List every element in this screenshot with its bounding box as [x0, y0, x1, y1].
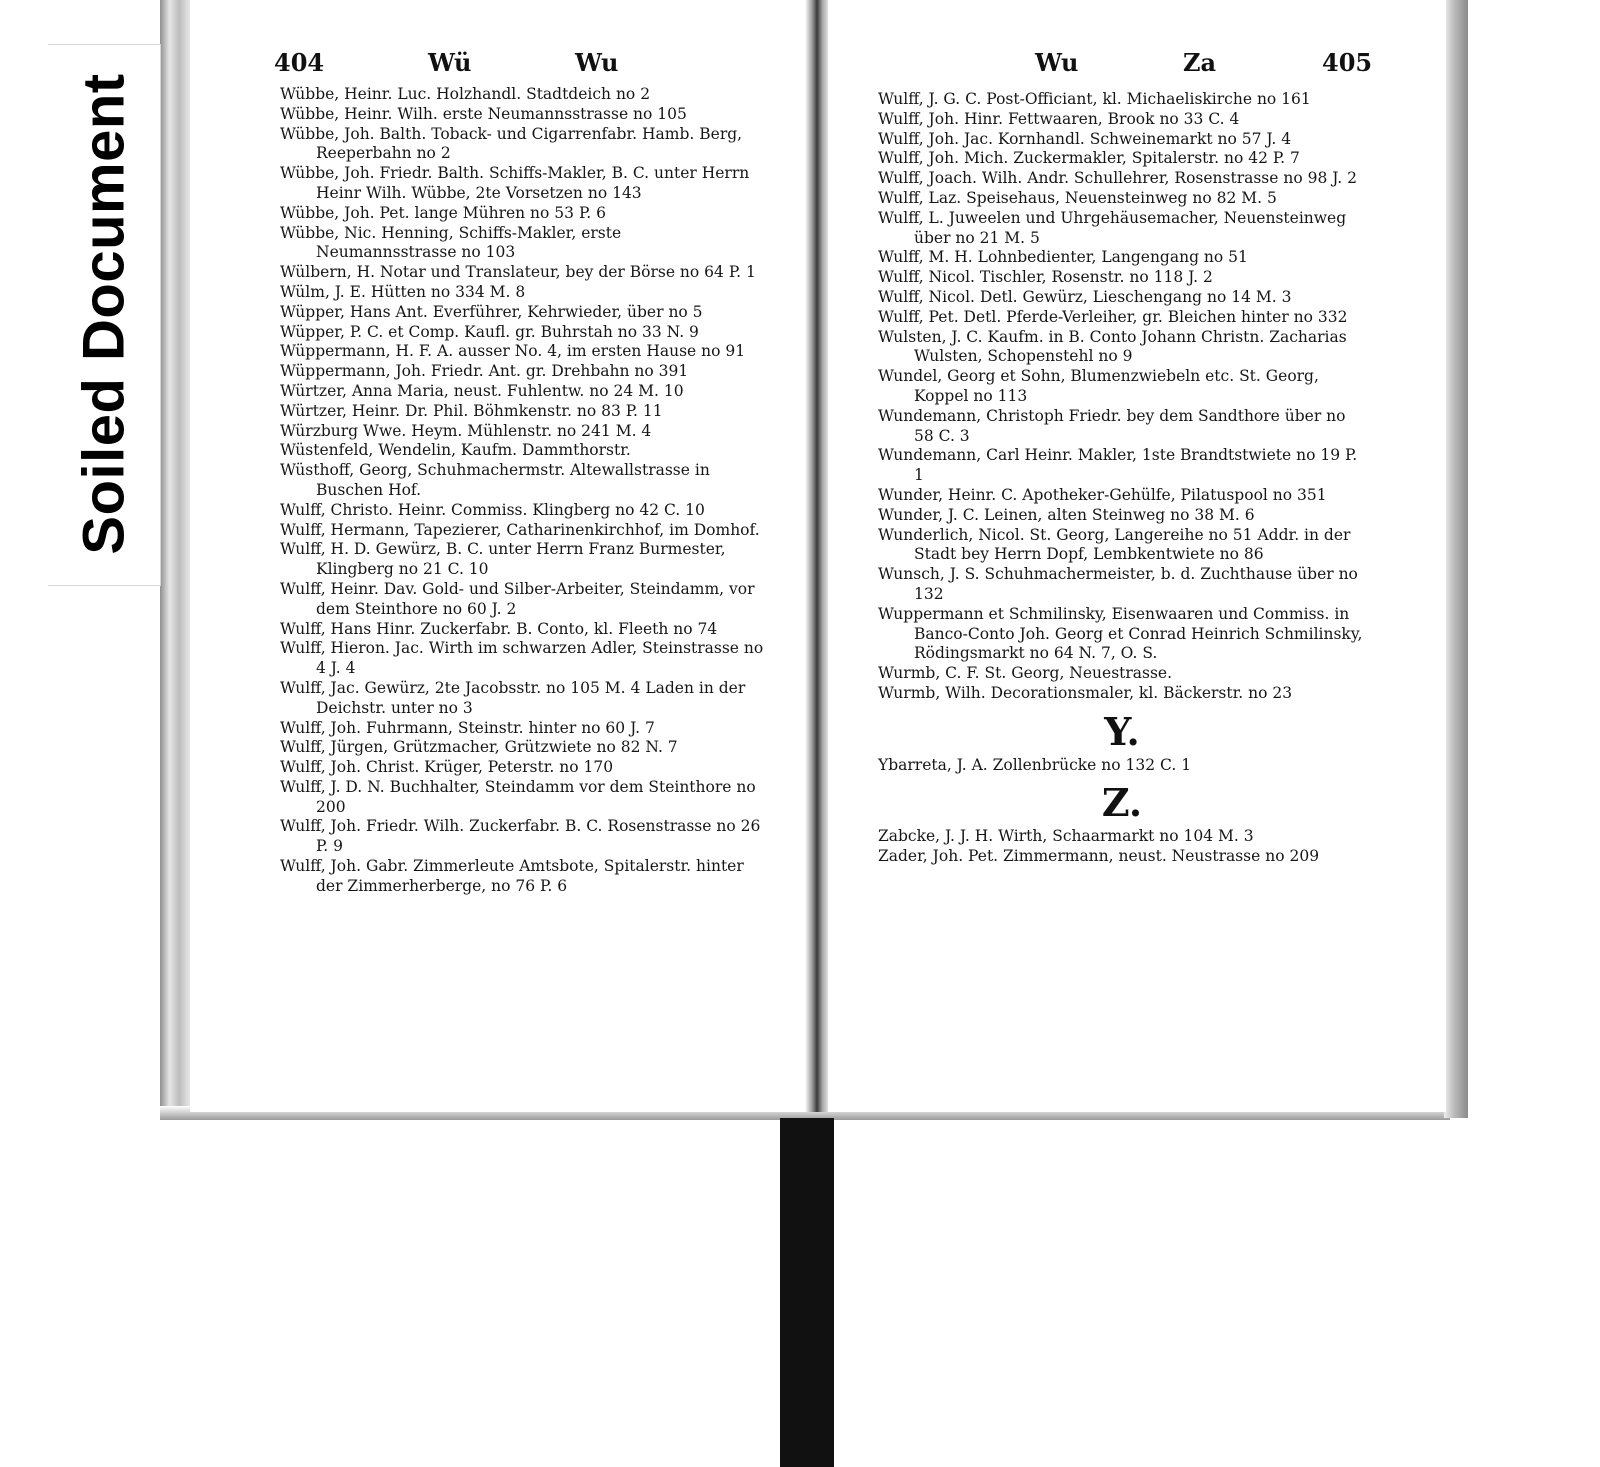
- directory-entry: Wüpper, P. C. et Comp. Kaufl. gr. Buhrstah no 33 N. 9: [280, 322, 699, 341]
- directory-entry: Wulff, Hans Hinr. Zuckerfabr. B. Conto, kl. Fleeth no 74: [280, 619, 718, 638]
- directory-entry: Wüppermann, H. F. A. ausser No. 4, im ersten Hause no 91: [280, 342, 746, 361]
- directory-entry: Zader, Joh. Pet. Zimmermann, neust. Neustrasse no 209: [878, 846, 1320, 865]
- directory-entry: Wundemann, Carl Heinr. Makler, 1ste Brandtstwiete no 19 P. 1: [878, 446, 1358, 485]
- directory-entry: Wulff, Jürgen, Grützmacher, Grützwiete no 82 N. 7: [280, 738, 678, 757]
- bookmark-ribbon: [780, 1118, 834, 1467]
- directory-entry: Wulff, Hermann, Tapezierer, Catharinenkirchhof, im Domhof.: [280, 520, 760, 539]
- directory-entry: Wunder, Heinr. C. Apotheker-Gehülfe, Pilatuspool no 351: [878, 485, 1327, 504]
- directory-entry: Wurmb, C. F. St. Georg, Neuestrasse.: [878, 664, 1173, 683]
- section-letter-z: Z.: [1101, 780, 1143, 826]
- directory-entry: Wulff, Joh. Hinr. Fettwaaren, Brook no 33 C. 4: [878, 109, 1240, 128]
- directory-entry: Wunsch, J. S. Schuhmachermeister, b. d. Zuchthause über no 132: [878, 565, 1358, 603]
- right-page-stack-edge: [1444, 0, 1468, 1118]
- directory-entry: Wübbe, Heinr. Luc. Holzhandl. Stadtdeich no 2: [280, 85, 651, 103]
- directory-entry: Wurmb, Wilh. Decorationsmaler, kl. Bäckerstr. no 23: [878, 683, 1293, 702]
- directory-entry: Würzburg Wwe. Heym. Mühlenstr. no 241 M. 4: [280, 421, 652, 440]
- right-entries: [878, 90, 1366, 867]
- directory-entry: Wulff, Hieron. Jac. Wirth im schwarzen Adler, Steinstrasse no 4 J. 4: [280, 639, 764, 678]
- directory-entry: Wüpper, Hans Ant. Everführer, Kehrwieder, über no 5: [280, 302, 703, 321]
- directory-entry: Wülbern, H. Notar und Translateur, bey der Börse no 64 P. 1: [280, 263, 756, 282]
- directory-entry: Wulff, Nicol. Detl. Gewürz, Lieschengang no 14 M. 3: [878, 287, 1292, 306]
- directory-entry: Wulff, Joh. Christ. Krüger, Peterstr. no 170: [280, 758, 614, 777]
- directory-entry: Wulff, Joh. Jac. Kornhandl. Schweinemarkt no 57 J. 4: [878, 129, 1292, 148]
- soiled-document-label: Soiled Document: [71, 73, 137, 555]
- left-page-stack-edge: [160, 0, 192, 1118]
- directory-entry: Wüppermann, Joh. Friedr. Ant. gr. Drehbahn no 391: [280, 362, 689, 381]
- directory-entry: Wülm, J. E. Hütten no 334 M. 8: [280, 282, 526, 301]
- directory-entry: Wulff, L. Juweelen und Uhrgehäusemacher, Neuensteinweg über no 21 M. 5: [878, 208, 1347, 247]
- left-running-head-first: Wü: [428, 48, 472, 77]
- right-page-number: 405: [1322, 48, 1373, 77]
- directory-entry: Wuppermann et Schmilinsky, Eisenwaaren und Commiss. in Banco-Conto Joh. Georg et Conrad Heinrich Schmilinsky, Rödingsmarkt no 64 N. 7, O. S.: [878, 604, 1363, 663]
- directory-entry: Ybarreta, J. A. Zollenbrücke no 132 C. 1: [878, 755, 1192, 774]
- directory-entry: Wulff, Nicol. Tischler, Rosenstr. no 118 J. 2: [878, 268, 1213, 287]
- directory-entry: Wulff, Joh. Gabr. Zimmerleute Amtsbote, Spitalerstr. hinter der Zimmerherberge, no 76 P. 6: [280, 857, 744, 895]
- left-page-number: 404: [274, 48, 325, 77]
- directory-entry: Wulsten, J. C. Kaufm. in B. Conto Johann Christn. Zacharias Wulsten, Schopenstehl no 9: [878, 327, 1347, 366]
- directory-entry: Wulff, Joh. Fuhrmann, Steinstr. hinter no 60 J. 7: [280, 718, 655, 737]
- directory-entry: Wundemann, Christoph Friedr. bey dem Sandthore über no 58 C. 3: [878, 406, 1346, 445]
- directory-entry: Wulff, Heinr. Dav. Gold- und Silber-Arbeiter, Steindamm, vor dem Steinthore no 60 J. 2: [280, 579, 755, 618]
- directory-entry: Würtzer, Heinr. Dr. Phil. Böhmkenstr. no 83 P. 11: [280, 401, 663, 420]
- directory-entry: Wulff, J. G. C. Post-Officiant, kl. Michaeliskirche no 161: [878, 90, 1311, 108]
- right-running-head-last: Za: [1183, 48, 1217, 77]
- directory-entry: Wulff, Laz. Speisehaus, Neuensteinweg no 82 M. 5: [878, 188, 1277, 207]
- directory-entry: Wulff, M. H. Lohnbedienter, Langengang no 51: [878, 248, 1248, 267]
- directory-entry: Wübbe, Joh. Balth. Toback- und Cigarrenfabr. Hamb. Berg, Reeperbahn no 2: [280, 124, 743, 163]
- left-entries: [280, 85, 766, 897]
- section-letter-y: Y.: [1104, 708, 1140, 754]
- directory-entry: Würtzer, Anna Maria, neust. Fuhlentw. no 24 M. 10: [280, 381, 684, 400]
- directory-entry: Wübbe, Heinr. Wilh. erste Neumannsstrasse no 105: [280, 104, 687, 123]
- directory-entry: Wübbe, Joh. Pet. lange Mühren no 53 P. 6: [280, 203, 606, 222]
- directory-entry: Wulff, Jac. Gewürz, 2te Jacobsstr. no 105 M. 4 Laden in der Deichstr. unter no 3: [280, 678, 746, 717]
- left-running-head-last: Wu: [575, 48, 619, 77]
- directory-entry: Wulff, H. D. Gewürz, B. C. unter Herrn Franz Burmester, Klingberg no 21 C. 10: [280, 540, 726, 579]
- directory-entry: Wunder, J. C. Leinen, alten Steinweg no 38 M. 6: [878, 505, 1255, 524]
- directory-entry: Wüstenfeld, Wendelin, Kaufm. Dammthorstr.: [280, 441, 631, 460]
- directory-entry: Wundel, Georg et Sohn, Blumenzwiebeln etc. St. Georg, Koppel no 113: [878, 367, 1319, 405]
- directory-entry: Wüsthoff, Georg, Schuhmachermstr. Altewallstrasse in Buschen Hof.: [280, 461, 710, 499]
- directory-entry: Wulff, Joh. Friedr. Wilh. Zuckerfabr. B. C. Rosenstrasse no 26 P. 9: [280, 817, 761, 856]
- directory-entry: Wübbe, Nic. Henning, Schiffs-Makler, erste Neumannsstrasse no 103: [280, 223, 622, 262]
- directory-entry: Zabcke, J. J. H. Wirth, Schaarmarkt no 104 M. 3: [878, 827, 1254, 846]
- directory-entry: Wulff, Joh. Mich. Zuckermakler, Spitalerstr. no 42 P. 7: [878, 149, 1300, 168]
- directory-entry: Wulff, Pet. Detl. Pferde-Verleiher, gr. Bleichen hinter no 332: [878, 307, 1348, 326]
- directory-entry: Wübbe, Joh. Friedr. Balth. Schiffs-Makler, B. C. unter Herrn Heinr Wilh. Wübbe, 2te Vorsetzen no 143: [280, 164, 750, 202]
- directory-entry: Wunderlich, Nicol. St. Georg, Langereihe no 51 Addr. in der Stadt bey Herrn Dopf, Lembkentwiete no 86: [878, 525, 1351, 564]
- directory-entry: Wulff, J. D. N. Buchhalter, Steindamm vor dem Steinthore no 200: [280, 777, 756, 816]
- right-running-head-first: Wu: [1035, 48, 1079, 77]
- directory-entry: Wulff, Christo. Heinr. Commiss. Klingberg no 42 C. 10: [280, 500, 705, 519]
- directory-entry: Wulff, Joach. Wilh. Andr. Schullehrer, Rosenstrasse no 98 J. 2: [878, 169, 1357, 188]
- spine-gutter-left: [805, 0, 817, 1112]
